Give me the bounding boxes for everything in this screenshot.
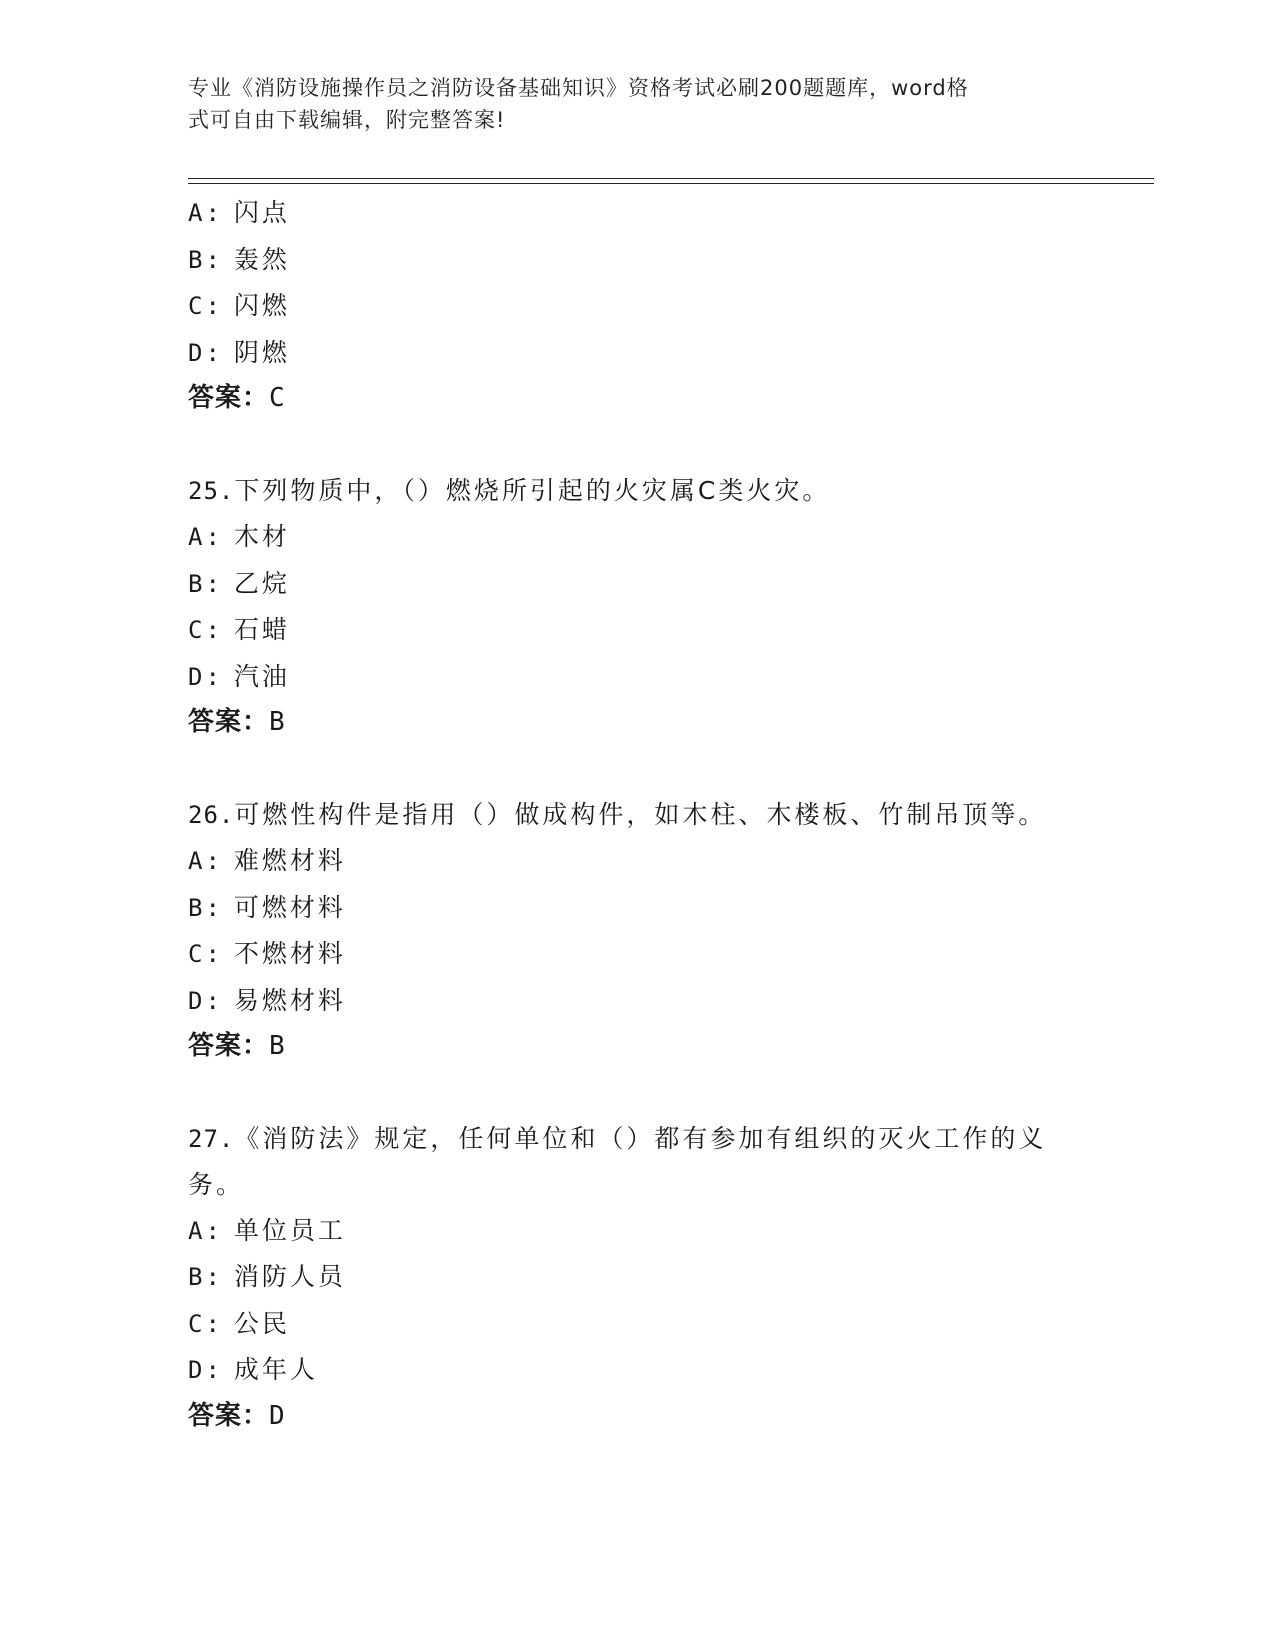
question-27 — [188, 1116, 1088, 1440]
option-a: A: 单位员工 — [188, 1215, 346, 1245]
option-c: C: 闪燃 — [188, 291, 290, 320]
option-b: B: 消防人员 — [188, 1262, 346, 1291]
question-24-continued — [188, 190, 1088, 422]
answer-line: 答案：C — [188, 383, 286, 413]
answer-line: 答案：B — [188, 707, 286, 737]
question-list — [188, 190, 1088, 1439]
header-line-2: 式可自由下载编辑，附完整答案! — [188, 108, 506, 132]
option-c: C: 公民 — [188, 1308, 290, 1338]
answer-line: 答案：B — [188, 1031, 286, 1061]
question-25 — [188, 468, 1088, 746]
header-divider-top — [188, 178, 1154, 179]
header-line-1: 专业《消防设施操作员之消防设备基础知识》资格考试必刷200题题库，word格 — [188, 76, 969, 100]
option-b: B: 乙烷 — [188, 568, 290, 598]
option-d: D: 汽油 — [188, 661, 290, 691]
document-header — [188, 72, 1068, 136]
option-c: C: 不燃材料 — [188, 939, 346, 968]
question-stem: 27.《消防法》规定，任何单位和（）都有参加有组织的灭火工作的义 — [188, 1123, 1047, 1153]
option-c: C: 石蜡 — [188, 615, 290, 644]
question-stem-continued: 务。 — [188, 1170, 245, 1199]
answer-line: 答案：D — [188, 1400, 286, 1431]
option-d: D: 易燃材料 — [188, 985, 346, 1015]
question-stem: 26.可燃性构件是指用（）做成构件，如木柱、木楼板、竹制吊顶等。 — [188, 799, 1047, 829]
option-a: A: 木材 — [188, 522, 290, 551]
option-b: B: 可燃材料 — [188, 892, 346, 922]
option-d: D: 成年人 — [188, 1355, 318, 1384]
question-26 — [188, 792, 1088, 1070]
option-d: D: 阴燃 — [188, 337, 290, 367]
option-b: B: 轰然 — [188, 244, 290, 274]
option-a: A: 难燃材料 — [188, 846, 346, 875]
option-a: A: 闪点 — [188, 198, 290, 227]
header-divider-bottom — [188, 183, 1154, 184]
question-stem: 25.下列物质中，（）燃烧所引起的火灾属C类火灾。 — [188, 475, 831, 505]
